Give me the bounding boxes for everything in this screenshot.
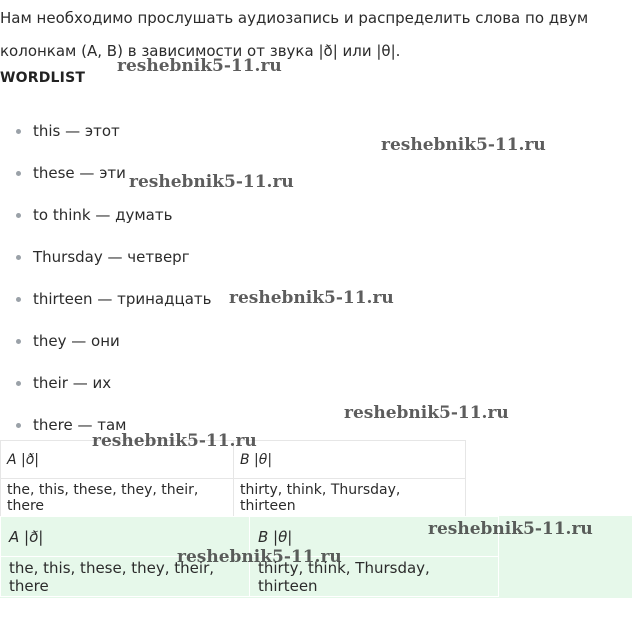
word-text: these — эти <box>33 164 126 182</box>
list-item <box>0 278 211 320</box>
sound-table <box>0 440 466 517</box>
list-item <box>0 110 211 152</box>
cell-a: the, this, these, they, their, there <box>1 479 234 517</box>
word-text: there — там <box>33 416 127 434</box>
list-item <box>0 236 211 278</box>
watermark: reshebnik5-11.ru <box>428 519 593 539</box>
header-a: A |ð| <box>1 441 234 479</box>
watermark: reshebnik5-11.ru <box>92 431 257 451</box>
list-item <box>0 320 211 362</box>
cell-b: thirty, think, Thursday, thirteen <box>234 479 466 517</box>
intro-text: Нам необходимо прослушать аудиозапись и распределить слова по двум колонкам (A, B) в зависимости от звука |ð| или |θ|. <box>0 9 589 60</box>
watermark: reshebnik5-11.ru <box>177 547 342 567</box>
answer-cell-b: thirty, think, Thursday, thirteen <box>250 557 499 597</box>
table-row <box>1 479 466 517</box>
bullet-icon <box>16 423 21 428</box>
list-item <box>0 362 211 404</box>
word-text: to think — думать <box>33 206 173 224</box>
word-list <box>0 110 211 446</box>
bullet-icon <box>16 213 21 218</box>
watermark: reshebnik5-11.ru <box>344 403 509 423</box>
word-text: this — этот <box>33 122 120 140</box>
watermark: reshebnik5-11.ru <box>381 135 546 155</box>
list-item <box>0 194 211 236</box>
bullet-icon <box>16 297 21 302</box>
bullet-icon <box>16 171 21 176</box>
bullet-icon <box>16 129 21 134</box>
bullet-icon <box>16 255 21 260</box>
word-text: thirteen — тринадцать <box>33 290 212 308</box>
bullet-icon <box>16 381 21 386</box>
wordlist-heading: WORDLIST <box>0 70 86 86</box>
word-text: their — их <box>33 374 112 392</box>
bullet-icon <box>16 339 21 344</box>
header-b: B |θ| <box>234 441 466 479</box>
watermark: reshebnik5-11.ru <box>129 172 294 192</box>
word-text: they — они <box>33 332 120 350</box>
watermark: reshebnik5-11.ru <box>229 288 394 308</box>
answer-header-a: A |ð| <box>1 517 250 557</box>
word-text: Thursday — четверг <box>33 248 190 266</box>
watermark: reshebnik5-11.ru <box>117 56 282 76</box>
answer-header-b: B |θ| <box>250 517 499 557</box>
answer-cell-a: the, this, these, they, their, there <box>1 557 250 597</box>
